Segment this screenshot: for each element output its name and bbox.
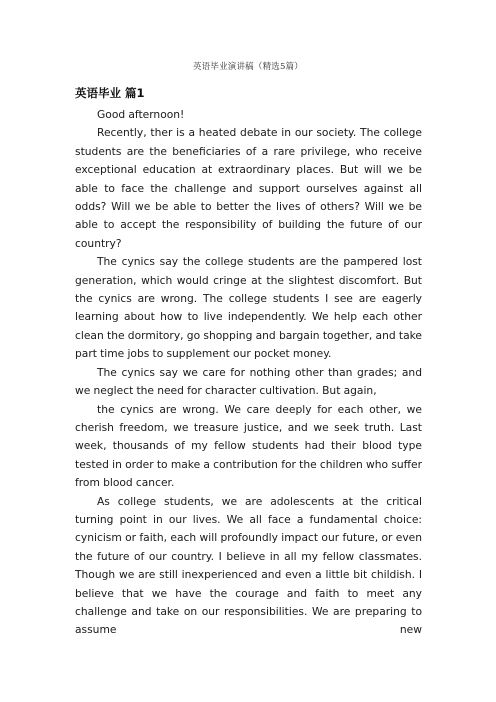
document-body [75, 84, 422, 640]
paragraph-turning-point: As college students, we are adolescents at the critical turning point in our lives. We all face a fundamental choice: cynicism or faith, each will profoundly impact our future, or even the future of our country. I believe in all my fellow classmates. Though we are still inexperienced and even a little bit childish. I believe that we have the courage and faith to meet any challenge and take on our responsibilities. We are preparing to assume new [75, 494, 422, 637]
section-title: 英语毕业 篇1 [75, 86, 145, 100]
paragraph-debate: Recently, ther is a heated debate in our society. The college students are the beneficiaries of a rare privilege, who receive exceptional education at extraordinary places. But will we be able to face the challenge and support ourselves against all odds? Will we be able to better the lives of others? Will we be able to accept the responsibility of building the future of our country? [75, 126, 422, 250]
paragraph-cynics-wrong: the cynics are wrong. We care deeply for each other, we cherish freedom, we treasure justice, and we seek truth. Last week, thousands of my fellow students had their blood type tested in order to make a contribution for the children who suffer from blood cancer. [75, 402, 422, 490]
paragraph-cynics-pampered: The cynics say the college students are the pampered lost generation, which would cringe at the slightest discomfort. But the cynics are wrong. The college students I see are eagerly learning about how to live independently. We help each other clean the dormitory, go shopping and bargain together, and take part time jobs to supplement our pocket money. [75, 255, 422, 361]
page-header: 英语毕业演讲稿（精选5篇） [192, 62, 303, 72]
paragraph-greeting: Good afternoon! [97, 108, 185, 121]
paragraph-cynics-grades: The cynics say we care for nothing other than grades; and we neglect the need for character cultivation. But again, [75, 365, 422, 398]
